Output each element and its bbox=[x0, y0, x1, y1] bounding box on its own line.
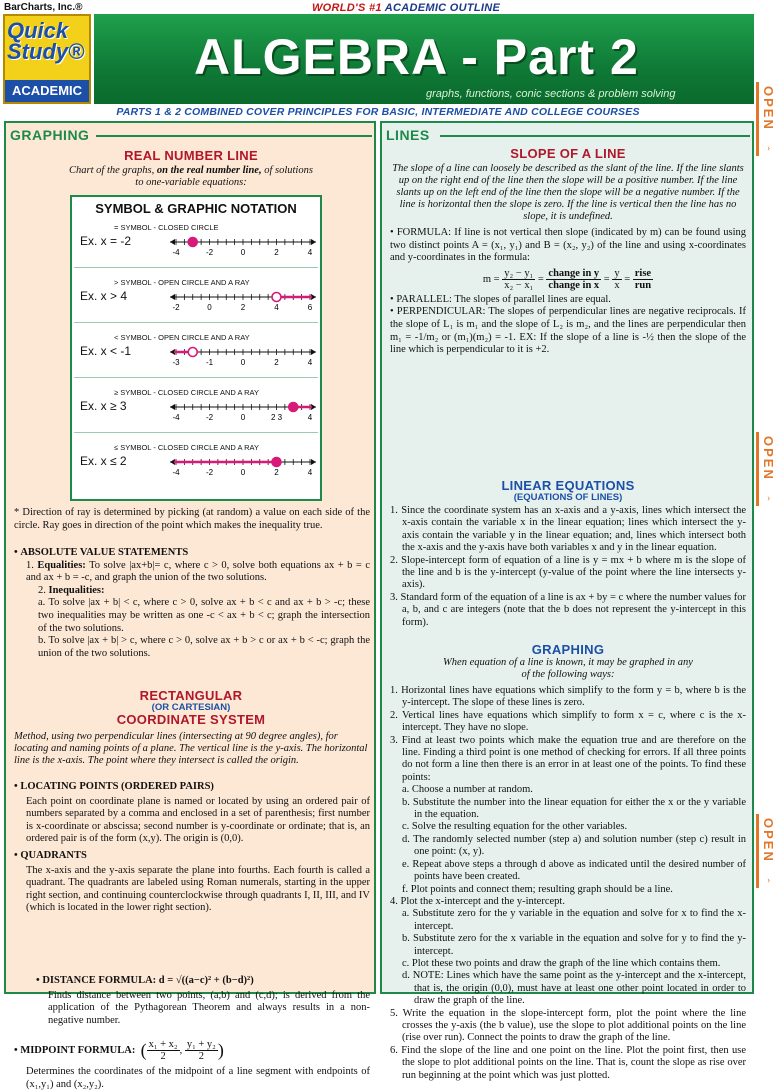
open-tabs bbox=[756, 14, 784, 1000]
notation-caption: ≤ SYMBOL - CLOSED CIRCLE AND A RAY bbox=[114, 443, 259, 452]
notation-row bbox=[74, 443, 318, 489]
notation-example: Ex. x ≥ 3 bbox=[80, 399, 127, 413]
tick-label: -2 bbox=[205, 468, 214, 477]
closed-circle-icon bbox=[289, 403, 298, 412]
tick-label: -2 bbox=[205, 413, 214, 422]
list-item: e. Repeat above steps a through d above as indicated until the desired number of points have been created. bbox=[402, 858, 746, 883]
list-item: b. Substitute the number into the linear equation for either the x or the y variable in the equation. bbox=[402, 796, 746, 821]
abs-title: • ABSOLUTE VALUE STATEMENTS bbox=[14, 547, 189, 558]
tick-label: 4 bbox=[307, 413, 313, 422]
list-item: 4. Plot the x-intercept and the y-intercept. bbox=[390, 895, 565, 907]
list-item: 5. Write the equation in the slope-intercept form, plot the point where the line crosses the y-axis (the b value), use the slope to plot additional points on the line (rise over run). Connect the points to draw the graph of the line. bbox=[390, 1007, 746, 1044]
linear-equations-subtitle: (EQUATIONS OF LINES) bbox=[513, 492, 623, 503]
graphing-lines-title: GRAPHING bbox=[531, 642, 605, 657]
arrow-icon bbox=[311, 459, 316, 465]
list-item: 1. Horizontal lines have equations which simplify to the form y = b, where b is the y-intercept. The slope of these lines is zero. bbox=[390, 685, 746, 709]
tick-label: 6 bbox=[307, 303, 313, 312]
linear-equations-title: LINEAR EQUATIONS bbox=[501, 478, 635, 493]
tick-label: 2 bbox=[274, 358, 279, 367]
abs-ineq-a: a. To solve |ax + b| < c, where c > 0, solve ax + b < c and ax + b > -c; these two inequalities may be written as one -c < ax + b < c; graph the intersection of the two solutions. bbox=[38, 597, 370, 634]
graphing-lines-intro: When equation of a line is known, it may be graphed in any of the following ways: bbox=[443, 657, 693, 680]
lines-column bbox=[380, 121, 754, 1081]
tick-label: 4 bbox=[307, 248, 313, 257]
slope-title: SLOPE OF A LINE bbox=[510, 146, 626, 161]
tick-label: 2 3 bbox=[270, 413, 283, 422]
closed-circle-icon bbox=[188, 238, 197, 247]
brand-name: BarCharts, Inc.® bbox=[4, 2, 83, 13]
section-heading-graphing: GRAPHING bbox=[10, 127, 90, 143]
open-tab[interactable]: OPEN › bbox=[756, 432, 784, 506]
real-number-line-intro: Chart of the graphs, on the real number line, of solutions to one-variable equations: bbox=[69, 165, 313, 188]
linear-equations-list bbox=[390, 505, 746, 629]
arrow-icon bbox=[170, 239, 175, 245]
quadrants-text: The x-axis and the y-axis separate the plane into fourths. Each fourth is called a quadrant. The quadrants are labeled using Roman numerals, starting in the upper right section, and continuing counterclockwise through quadrants I, II, III, and IV (which is located in the lower right section). bbox=[26, 864, 370, 914]
tick-label: -2 bbox=[172, 303, 180, 312]
list-item: a. Choose a number at random. bbox=[402, 784, 533, 796]
tick-label: 2 bbox=[274, 468, 279, 477]
midpoint-formula: • MIDPOINT FORMULA: ( $\frac{\text{x₁ + x₂}}{2}$ , $\frac{\text{y₁ + y₂}}{2}$ ) bbox=[14, 1039, 224, 1062]
notation-example: Ex. x = -2 bbox=[80, 234, 132, 248]
header bbox=[0, 0, 784, 118]
locating-title: • LOCATING POINTS (ORDERED PAIRS) bbox=[14, 781, 214, 792]
notation-example: Ex. x ≤ 2 bbox=[80, 454, 127, 468]
arrow-icon bbox=[170, 294, 175, 300]
tick-label: -2 bbox=[205, 248, 214, 257]
tick-label: 0 bbox=[240, 358, 246, 367]
list-item: a. Substitute zero for the y variable in the equation and solve for x to find the x-intercept. bbox=[402, 908, 746, 932]
slope-intro: The slope of a line can loosely be described as the slant of the line. If the line slants up on the right end of the line then the slope will be a positive number. If the line slants up on the left end of the line then the slope will be a negative number. If the line is horizontal then the slope is zero. If the line is vertical then the line has no slope, it is undefined. bbox=[392, 163, 744, 222]
abs-equalities: 1. Equalities: To solve |ax+b|= c, where c > 0, solve both equations ax + b = c and ax + b = -c, and graph the union of the two solutions. bbox=[26, 559, 370, 584]
tick-label: -3 bbox=[172, 358, 180, 367]
notation-caption: < SYMBOL - OPEN CIRCLE AND A RAY bbox=[114, 333, 250, 342]
page-title: ALGEBRA - Part 2 bbox=[194, 29, 639, 85]
graphing-column bbox=[4, 121, 376, 1090]
list-item: 1. Since the coordinate system has an x-axis and a y-axis, lines which intersect the x-axis contain the variable x in the linear equation; lines which intersect the y-axis contain the variable y in the linear equation; and, lines which intersect both the x-axis and the y-axis have both variables x and y in the linear equation. bbox=[390, 505, 746, 554]
tick-label: -4 bbox=[172, 248, 180, 257]
parallel-note: • PARALLEL: The slopes of parallel lines are equal. bbox=[390, 293, 611, 305]
direction-note: * Direction of ray is determined by picking (at random) a value on each side of the circle. Ray goes in direction of the point which makes the inequality true. bbox=[14, 507, 370, 531]
list-item: c. Solve the resulting equation for the other variables. bbox=[402, 821, 628, 833]
abs-ineq-b: b. To solve |ax + b| > c, where c > 0, solve ax + b > c or ax + b < -c; graph the union of the two solutions. bbox=[38, 635, 370, 659]
list-item: 3. Standard form of the equation of a line is ax + by = c where the number values for a, b, and c are integers (note that the b does not represent the y-intercept in this form). bbox=[390, 591, 746, 628]
tick-label: 4 bbox=[274, 303, 279, 312]
distance-text: Finds distance between two points, (a,b) and (c,d); is derived from the application of the Pythagorean Theorem and always results in a non-negative number. bbox=[48, 989, 370, 1026]
rect-subtitle: (OR CARTESIAN) bbox=[151, 702, 231, 713]
tick-label: 2 bbox=[274, 248, 279, 257]
tick-label: -1 bbox=[205, 358, 214, 367]
rect-title-2: COORDINATE SYSTEM bbox=[116, 712, 266, 727]
open-circle-icon bbox=[188, 348, 197, 357]
section-heading-lines: LINES bbox=[386, 127, 430, 143]
tick-label: -4 bbox=[172, 468, 180, 477]
notation-title: SYMBOL & GRAPHIC NOTATION bbox=[95, 201, 297, 216]
list-item: 6. Find the slope of the line and one point on the line. Plot the point first, then use the slope to plot additional points on the line. That is, count the slope as rise over run beginning at the point which was just plotted. bbox=[390, 1044, 746, 1081]
open-tab[interactable]: OPEN › bbox=[756, 82, 784, 156]
tick-label: 0 bbox=[207, 303, 212, 312]
abs-inequalities: 2. Inequalities: bbox=[38, 584, 105, 596]
notation-row bbox=[74, 333, 318, 379]
list-item: c. Plot these two points and draw the graph of the line which contains them. bbox=[402, 957, 721, 969]
midpoint-text: Determines the coordinates of the midpoint of a line segment with endpoints of (x₁,y₁) and (x₂,y₂). bbox=[26, 1066, 370, 1090]
tick-label: 0 bbox=[240, 468, 246, 477]
slope-formula: m = $\frac{\text{y₂ − y₁}}{\text{x₂ − x₁}}$ = $\frac{\text{change in y}}{\text{change in x}}$ = $\frac{y}{x}$ = $\frac{\text{rise}}{\text{run}}$ bbox=[482, 267, 652, 291]
tick-label: -4 bbox=[172, 413, 180, 422]
notation-example: Ex. x > 4 bbox=[80, 289, 128, 303]
quickstudy-logo: Quick Study® ACADEMIC bbox=[3, 14, 91, 104]
list-item: 2. Slope-intercept form of equation of a line is y = mx + b where m is the slope of the line and b is the y-intercept (y-value of the point where the line intersects y-axis). bbox=[390, 554, 746, 591]
number-line bbox=[168, 397, 318, 429]
number-line bbox=[168, 287, 318, 319]
list-item: 2. Vertical lines have equations which simplify to form x = c, where c is the x-intercept. They have no slope. bbox=[390, 709, 746, 734]
title-banner bbox=[94, 14, 754, 104]
graphing-lines-list bbox=[390, 685, 746, 1082]
arrow-icon bbox=[311, 349, 316, 355]
list-item: f. Plot points and connect them; resulting graph should be a line. bbox=[402, 883, 673, 895]
rect-title: RECTANGULAR bbox=[139, 688, 243, 703]
list-item: b. Substitute zero for the x variable in the equation and solve for y to find the y-intercept. bbox=[402, 933, 746, 957]
notation-row bbox=[74, 388, 318, 434]
list-item: 3. Find at least two points which make the equation true and are therefore on the line. Finding a third point is one method of checking for errors. If all three points do not form a line then there is an error in at least one of the points. To find these points: bbox=[390, 734, 746, 783]
open-tab[interactable]: OPEN › bbox=[756, 814, 784, 888]
notation-caption: = SYMBOL - CLOSED CIRCLE bbox=[114, 223, 219, 232]
list-item: d. The randomly selected number (step a) and solution number (step c) result in one point: (x, y). bbox=[402, 833, 746, 858]
rect-intro: Method, using two perpendicular lines (intersecting at 90 degree angles), for locating and naming points of a plane. The vertical line is the y-axis. The horizontal line is the x-axis. The point where they intersect is called the origin. bbox=[14, 731, 368, 766]
page-subtitle: graphs, functions, conic sections & problem solving bbox=[426, 88, 676, 100]
tick-label: 2 bbox=[240, 303, 246, 312]
real-number-line-title: REAL NUMBER LINE bbox=[124, 148, 258, 163]
list-item: d. NOTE: Lines which have the same point as the y-intercept and the x-intercept, that is, the origin (0,0), must have at least one other point located in order to draw the graph of the line. bbox=[402, 970, 746, 1007]
notation-caption: ≥ SYMBOL - CLOSED CIRCLE AND A RAY bbox=[114, 388, 259, 397]
perpendicular-note: • PERPENDICULAR: The slopes of perpendicular lines are negative reciprocals. If the slope of L₁ is m₁ and the slope of L₂ is m₂, and the lines are perpendicular then m₁ = -1/m₂ or (m₁)(m₂) = -1. EX: If the slope of a line is -½ then the slope of the line which is perpendicular to it is +2. bbox=[390, 306, 746, 356]
notation-example: Ex. x < -1 bbox=[80, 344, 132, 358]
notation-box bbox=[70, 195, 322, 501]
locating-text: Each point on coordinate plane is named or located by using an ordered pair of numbers separated by a comma and enclosed in a set of parenthesis; first number is x-coordinate or abscissa; second number is y-coordinate or ordinate; that is, an ordered pair is of the form (x,y). The origin is (0,0). bbox=[26, 795, 370, 845]
tick-label: 0 bbox=[240, 413, 246, 422]
notation-caption: > SYMBOL - OPEN CIRCLE AND A RAY bbox=[114, 278, 250, 287]
parts-note: PARTS 1 & 2 COMBINED COVER PRINCIPLES FOR BASIC, INTERMEDIATE AND COLLEGE COURSES bbox=[116, 106, 640, 118]
tick-label: 0 bbox=[240, 248, 246, 257]
number-line bbox=[168, 342, 318, 374]
slope-formula-text: • FORMULA: If line is not vertical then slope (indicated by m) can be found using two distinct points A = (x₁, y₁) and B = (x₂, y₂) of the line and using x-coordinates and y-coordinates in the formula: bbox=[390, 227, 747, 264]
open-circle-icon bbox=[272, 293, 281, 302]
distance-formula: • DISTANCE FORMULA: d = √((a−c)² + (b−d)²) bbox=[36, 975, 254, 986]
number-line bbox=[168, 232, 318, 264]
number-line bbox=[168, 452, 318, 484]
tick-label: 4 bbox=[307, 358, 313, 367]
tick-label: 4 bbox=[307, 468, 313, 477]
tagline: WORLD'S #1 ACADEMIC OUTLINE bbox=[312, 2, 501, 14]
notation-row bbox=[74, 278, 318, 324]
quadrants-title: • QUADRANTS bbox=[14, 849, 87, 861]
arrow-icon bbox=[170, 404, 175, 410]
closed-circle-icon bbox=[272, 458, 281, 467]
arrow-icon bbox=[311, 239, 316, 245]
notation-row bbox=[74, 223, 318, 269]
